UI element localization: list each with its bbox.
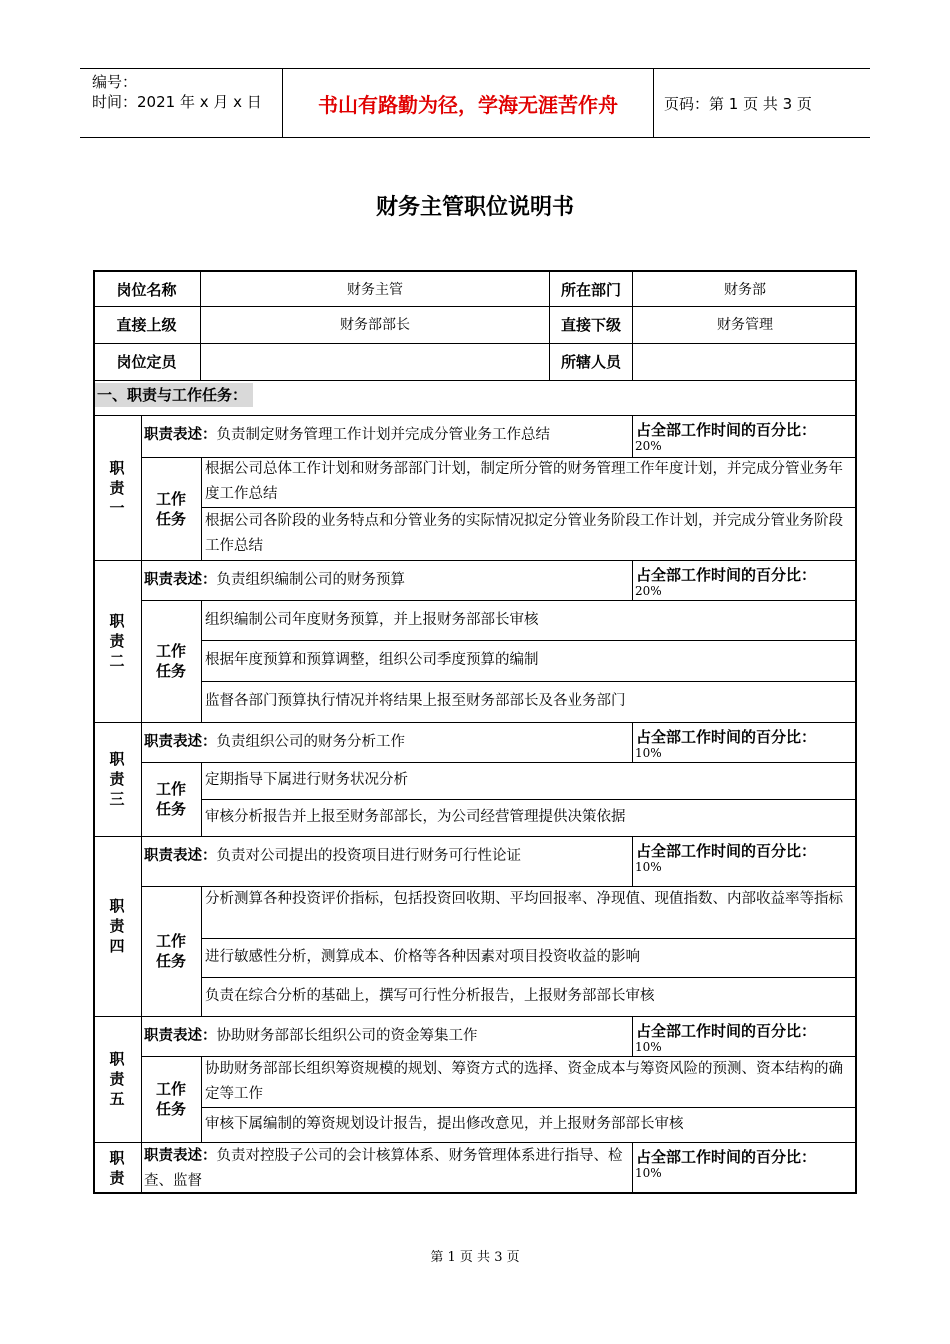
staff-label: 所辖人员 — [560, 353, 621, 371]
duty-name: 职 责 四 — [109, 897, 125, 955]
pct-value: 10% — [635, 1166, 662, 1180]
divider — [632, 415, 633, 457]
divider — [632, 1016, 633, 1056]
section-title: 一、职责与工作任务： — [95, 383, 253, 407]
duty-description-text: 负责制定财务管理工作计划并完成分管业务工作总结 — [216, 427, 550, 443]
divider — [201, 457, 202, 560]
page-header — [80, 68, 870, 138]
task-item: 负责在综合分析的基础上，撰写可行性分析报告，上报财务部部长审核 — [205, 988, 655, 1004]
page-footer: 第 1 页 共 3 页 — [430, 1250, 520, 1265]
divider — [632, 836, 633, 886]
task-item: 组织编制公司年度财务预算，并上报财务部部长审核 — [205, 611, 539, 628]
duty-description — [144, 1144, 629, 1194]
subordinate-label: 直接下级 — [560, 316, 621, 334]
header-slogan: 书山有路勤为径，学海无涯苦作舟 — [282, 69, 654, 137]
task-item: 审核分析报告并上报至财务部部长，为公司经营管理提供决策依据 — [205, 809, 626, 825]
task-label: 工作任务 — [155, 780, 186, 818]
duty-name: 职 责 五 — [109, 1050, 125, 1108]
task-item: 根据年度预算和预算调整，组织公司季度预算的编制 — [205, 652, 539, 668]
divider — [201, 600, 202, 722]
divider — [141, 560, 142, 722]
duty-description-text: 协助财务部部长组织公司的资金筹集工作 — [216, 1028, 478, 1044]
task-item: 定期指导下属进行财务状况分析 — [205, 772, 408, 788]
task-label: 工作任务 — [155, 932, 186, 970]
divider — [632, 560, 633, 600]
task-item: 分析测算各种投资评价指标，包括投资回收期、平均回报率、净现值、现值指数、内部收益率等指标 — [205, 891, 843, 907]
pct-label: 占全部工作时间的百分比： — [636, 842, 817, 860]
divider — [141, 600, 857, 601]
pct-label: 占全部工作时间的百分比： — [636, 1022, 817, 1040]
pct-label: 占全部工作时间的百分比： — [636, 421, 817, 439]
task-item: 根据公司各阶段的业务特点和分管业务的实际情况拟定分管业务阶段工作计划，并完成分管业务阶段工作总结 — [205, 512, 843, 554]
divider — [93, 722, 857, 723]
duty-name: 职 责 — [109, 1149, 125, 1187]
page-info: 页码：第 1 页 共 3 页 — [664, 95, 812, 113]
pct-label: 占全部工作时间的百分比： — [636, 566, 817, 584]
duty-name: 职 责 二 — [109, 612, 125, 670]
divider — [141, 1016, 142, 1142]
divider — [201, 1107, 857, 1108]
divider — [201, 799, 857, 800]
duty-description-label: 职责表述： — [144, 1028, 217, 1044]
task-item: 监督各部门预算执行情况并将结果上报至财务部部长及各业务部门 — [205, 693, 626, 709]
divider — [632, 722, 633, 762]
dept-label: 所在部门 — [560, 281, 621, 299]
pct-label: 占全部工作时间的百分比： — [636, 1148, 817, 1166]
divider — [141, 722, 142, 836]
task-label: 工作任务 — [155, 1080, 186, 1118]
task-item: 进行敏感性分析，测算成本、价格等各种因素对项目投资收益的影响 — [205, 949, 640, 965]
task-item: 协助财务部部长组织筹资规模的规划、筹资方式的选择、资金成本与筹资风险的预测、资本结构的确定等工作 — [205, 1060, 843, 1102]
doc-date: 时间：2021 年 x 月 x 日 — [92, 93, 262, 111]
duty-description — [144, 730, 629, 755]
divider — [93, 1142, 857, 1143]
task-label: 工作任务 — [155, 489, 186, 528]
divider — [201, 938, 857, 939]
divider — [141, 836, 142, 1016]
divider — [141, 762, 857, 763]
divider — [201, 886, 202, 1016]
divider — [93, 560, 857, 561]
subordinate-value: 财务管理 — [717, 317, 773, 333]
duty-name: 职 责 一 — [109, 458, 125, 517]
task-label: 工作任务 — [155, 642, 186, 680]
position-value: 财务主管 — [347, 282, 403, 298]
duty-description — [144, 423, 629, 448]
divider — [201, 977, 857, 978]
divider — [632, 1142, 633, 1194]
duty-description-label: 职责表述： — [144, 1148, 217, 1164]
divider — [141, 415, 142, 560]
divider — [93, 1016, 857, 1017]
duty-description-text: 负责组织公司的财务分析工作 — [216, 734, 405, 750]
pct-value: 20% — [635, 439, 662, 453]
pct-label: 占全部工作时间的百分比： — [636, 728, 817, 746]
pct-value: 10% — [635, 746, 662, 760]
duty-description-text: 负责对公司提出的投资项目进行财务可行性论证 — [216, 848, 521, 864]
duty-description-text: 负责对控股子公司的会计核算体系、财务管理体系进行指导、检查、监督 — [144, 1148, 623, 1189]
duty-description — [144, 844, 629, 869]
divider — [201, 1056, 202, 1142]
doc-number: 编号： — [92, 73, 138, 91]
duty-description-text: 负责组织编制公司的财务预算 — [216, 572, 405, 588]
divider — [201, 640, 857, 641]
pct-value: 20% — [635, 584, 662, 598]
pct-value: 10% — [635, 1040, 662, 1054]
divider — [141, 1142, 142, 1194]
superior-label: 直接上级 — [116, 316, 177, 334]
position-label: 岗位名称 — [116, 281, 177, 299]
duty-description — [144, 1024, 629, 1049]
staffing-label: 岗位定员 — [116, 353, 177, 371]
duty-description-label: 职责表述： — [144, 572, 217, 588]
duty-description-label: 职责表述： — [144, 734, 217, 750]
page-title: 财务主管职位说明书 — [375, 195, 574, 220]
duty-description-label: 职责表述： — [144, 427, 217, 443]
duty-description-label: 职责表述： — [144, 848, 217, 864]
divider — [93, 836, 857, 837]
superior-value: 财务部部长 — [340, 317, 410, 333]
divider — [201, 681, 857, 682]
task-item: 审核下属编制的筹资规划设计报告，提出修改意见，并上报财务部部长审核 — [205, 1116, 684, 1132]
duty-description — [144, 568, 629, 593]
header-meta — [80, 69, 280, 137]
pct-value: 10% — [635, 860, 662, 874]
task-item: 根据公司总体工作计划和财务部部门计划，制定所分管的财务管理工作年度计划，并完成分管业务年度工作总结 — [205, 461, 843, 502]
dept-value: 财务部 — [724, 282, 766, 298]
duty-name: 职 责 三 — [109, 750, 125, 808]
